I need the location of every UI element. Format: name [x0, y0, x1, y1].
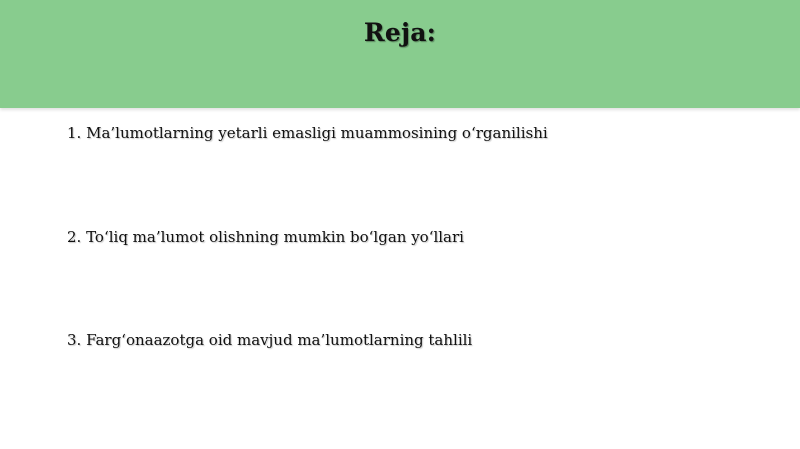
agenda-item-2: 2. To‘liq ma’lumot olishning mumkin bo‘lgan yo‘llari — [67, 228, 464, 246]
agenda-item-3: 3. Farg‘onaazotga oid mavjud ma’lumotlarning tahlili — [67, 331, 473, 349]
agenda-item-1: 1. Ma’lumotlarning yetarli emasligi muammosining o‘rganilishi — [67, 124, 548, 142]
slide-title: Reja: — [363, 18, 437, 47]
title-band — [0, 0, 800, 108]
